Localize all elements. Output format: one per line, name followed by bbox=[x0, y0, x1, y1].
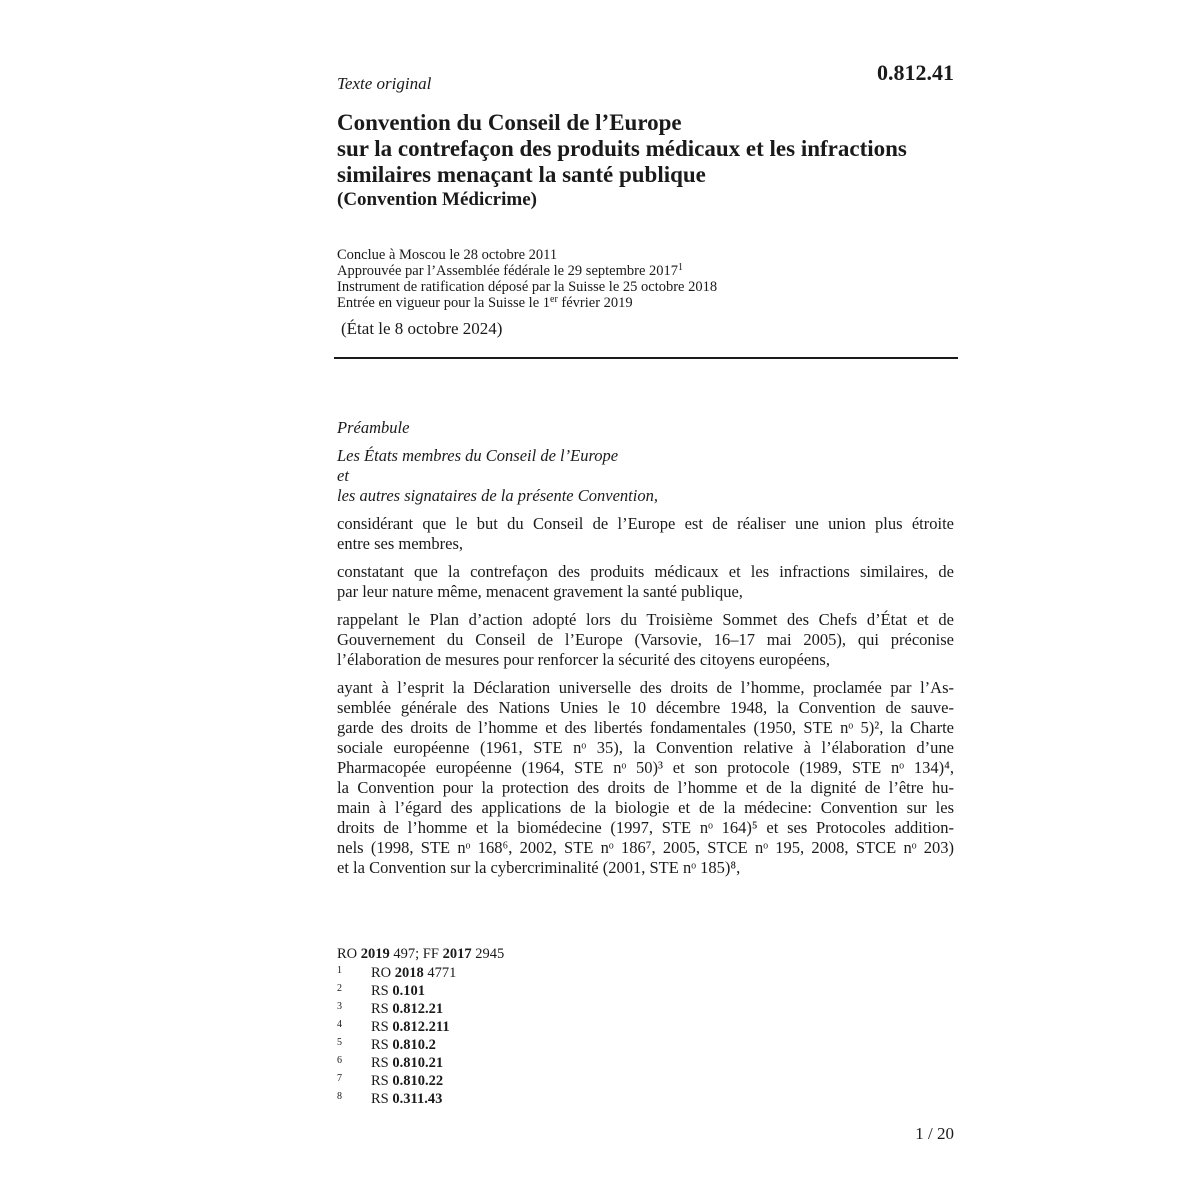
footnote-item bbox=[337, 1017, 504, 1035]
publication-references bbox=[337, 945, 504, 963]
title-line: Convention du Conseil de l’Europe bbox=[337, 110, 682, 135]
footnote-prefix: RS bbox=[371, 1091, 393, 1107]
footnote-prefix: RS bbox=[371, 983, 393, 999]
footnote-number: 8 bbox=[337, 1091, 342, 1102]
paragraph-line: garde des droits de l’homme et des libertés fondamentales (1950, STE nᵒ 5)², la Charte bbox=[337, 718, 954, 737]
preamble-intro-line: et bbox=[337, 466, 349, 485]
footnote-number: 6 bbox=[337, 1055, 342, 1066]
date-entree-pre: Entrée en vigueur pour la Suisse le 1 bbox=[337, 295, 551, 311]
paragraph-line: entre ses membres, bbox=[337, 534, 463, 553]
paragraph-line: sociale européenne (1961, STE nᵒ 35), la Convention relative à l’élaboration d’une bbox=[337, 738, 954, 757]
date-block bbox=[337, 247, 717, 311]
footnote-number: 2 bbox=[337, 983, 342, 994]
paragraph-line: ayant à l’esprit la Déclaration universelle des droits de l’homme, proclamée par l’As- bbox=[337, 678, 954, 697]
preamble-paragraph bbox=[337, 562, 954, 602]
footnote-suffix: 4771 bbox=[423, 965, 457, 981]
footnote-number: 1 bbox=[337, 965, 342, 976]
footnote-ref: 0.810.21 bbox=[392, 1055, 444, 1071]
preamble-intro-line: les autres signataires de la présente Convention, bbox=[337, 486, 658, 505]
paragraph-line: constatant que la contrefaçon des produits médicaux et les infractions similaires, de bbox=[337, 562, 954, 581]
preamble-intro-line: Les États membres du Conseil de l’Europe bbox=[337, 446, 619, 465]
paragraph-line: Gouvernement du Conseil de l’Europe (Varsovie, 16–17 mai 2005), qui préconise bbox=[337, 630, 954, 649]
status-date: (État le 8 octobre 2024) bbox=[341, 319, 503, 338]
date-entree-post: février 2019 bbox=[557, 295, 633, 311]
header-divider bbox=[334, 357, 958, 359]
footnote-item bbox=[337, 1053, 504, 1071]
ref-label: RO bbox=[337, 946, 361, 962]
footnote-number: 3 bbox=[337, 1001, 342, 1012]
footnote-item bbox=[337, 981, 504, 999]
footnote-item bbox=[337, 1089, 504, 1107]
footnote-item bbox=[337, 1035, 504, 1053]
footnote-number: 5 bbox=[337, 1037, 342, 1048]
date-approuvee-text: Approuvée par l’Assemblée fédérale le 29 septembre 2017 bbox=[337, 263, 679, 279]
footnote-number: 4 bbox=[337, 1019, 342, 1030]
footnote-prefix: RS bbox=[371, 1019, 393, 1035]
footnote-ref: 0.311.43 bbox=[392, 1091, 443, 1107]
document-title bbox=[337, 110, 907, 188]
footnote-ref: 0.810.22 bbox=[392, 1073, 444, 1089]
date-instrument: Instrument de ratification déposé par la Suisse le 25 octobre 2018 bbox=[337, 279, 718, 295]
paragraph-line: considérant que le but du Conseil de l’Europe est de réaliser une union plus étroite bbox=[337, 514, 954, 533]
footnote-ref: 0.812.21 bbox=[392, 1001, 444, 1017]
date-approuvee bbox=[337, 263, 717, 279]
date-entree bbox=[337, 295, 717, 311]
footnote-ref: 2018 bbox=[394, 965, 424, 981]
preamble-paragraph bbox=[337, 610, 954, 670]
ref-year: 2017 bbox=[442, 946, 472, 962]
document-status-label: Texte original bbox=[337, 74, 432, 93]
ref-year: 2019 bbox=[360, 946, 390, 962]
paragraph-line: droits de l’homme et la biomédecine (1997, STE nᵒ 164)⁵ et ses Protocoles addition- bbox=[337, 818, 954, 837]
footnote-prefix: RO bbox=[371, 965, 395, 981]
paragraph-line: Pharmacopée européenne (1964, STE nᵒ 50)³ et son protocole (1989, STE nᵒ 134)⁴, bbox=[337, 758, 954, 777]
footnote-item bbox=[337, 963, 504, 981]
date-conclue: Conclue à Moscou le 28 octobre 2011 bbox=[337, 247, 558, 263]
rs-number: 0.812.41 bbox=[877, 60, 954, 85]
preamble-paragraph bbox=[337, 678, 954, 878]
paragraph-line: et la Convention sur la cybercriminalité (2001, STE nᵒ 185)⁸, bbox=[337, 858, 741, 877]
footnotes bbox=[337, 945, 504, 1107]
paragraph-line: l’élaboration de mesures pour renforcer la sécurité des citoyens européens, bbox=[337, 650, 830, 669]
footnote-ref: 0.812.211 bbox=[392, 1019, 450, 1035]
footnote-ref: 1 bbox=[678, 262, 684, 273]
preamble-paragraph bbox=[337, 514, 954, 554]
paragraph-line: nels (1998, STE nᵒ 168⁶, 2002, STE nᵒ 186⁷, 2005, STCE nᵒ 195, 2008, STCE nᵒ 203) bbox=[337, 838, 954, 857]
title-line: sur la contrefaçon des produits médicaux et les infractions bbox=[337, 136, 907, 161]
preamble bbox=[337, 418, 954, 878]
footnote-prefix: RS bbox=[371, 1037, 393, 1053]
page-number: 1 / 20 bbox=[915, 1124, 954, 1143]
footnote-prefix: RS bbox=[371, 1055, 393, 1071]
footnote-ref: 0.101 bbox=[392, 983, 425, 999]
ref-page: 497; FF bbox=[389, 946, 443, 962]
ordinal-suffix: er bbox=[550, 294, 558, 305]
paragraph-line: rappelant le Plan d’action adopté lors du Troisième Sommet des Chefs d’État et de bbox=[337, 610, 954, 629]
short-title: (Convention Médicrime) bbox=[337, 189, 537, 210]
paragraph-line: par leur nature même, menacent gravement la santé publique, bbox=[337, 582, 743, 601]
footnote-prefix: RS bbox=[371, 1073, 393, 1089]
paragraph-line: main à l’égard des applications de la biologie et de la médecine: Convention sur les bbox=[337, 798, 954, 817]
footnote-number: 7 bbox=[337, 1073, 342, 1084]
footnote-ref: 0.810.2 bbox=[392, 1037, 436, 1053]
ref-page: 2945 bbox=[471, 946, 505, 962]
footnote-prefix: RS bbox=[371, 1001, 393, 1017]
title-line: similaires menaçant la santé publique bbox=[337, 162, 706, 187]
preamble-heading: Préambule bbox=[337, 418, 410, 437]
footnote-item bbox=[337, 1071, 504, 1089]
paragraph-line: semblée générale des Nations Unies le 10 décembre 1948, la Convention de sauve- bbox=[337, 698, 954, 717]
footnote-item bbox=[337, 999, 504, 1017]
paragraph-line: la Convention pour la protection des droits de l’homme et de la dignité de l’être hu- bbox=[337, 778, 954, 797]
